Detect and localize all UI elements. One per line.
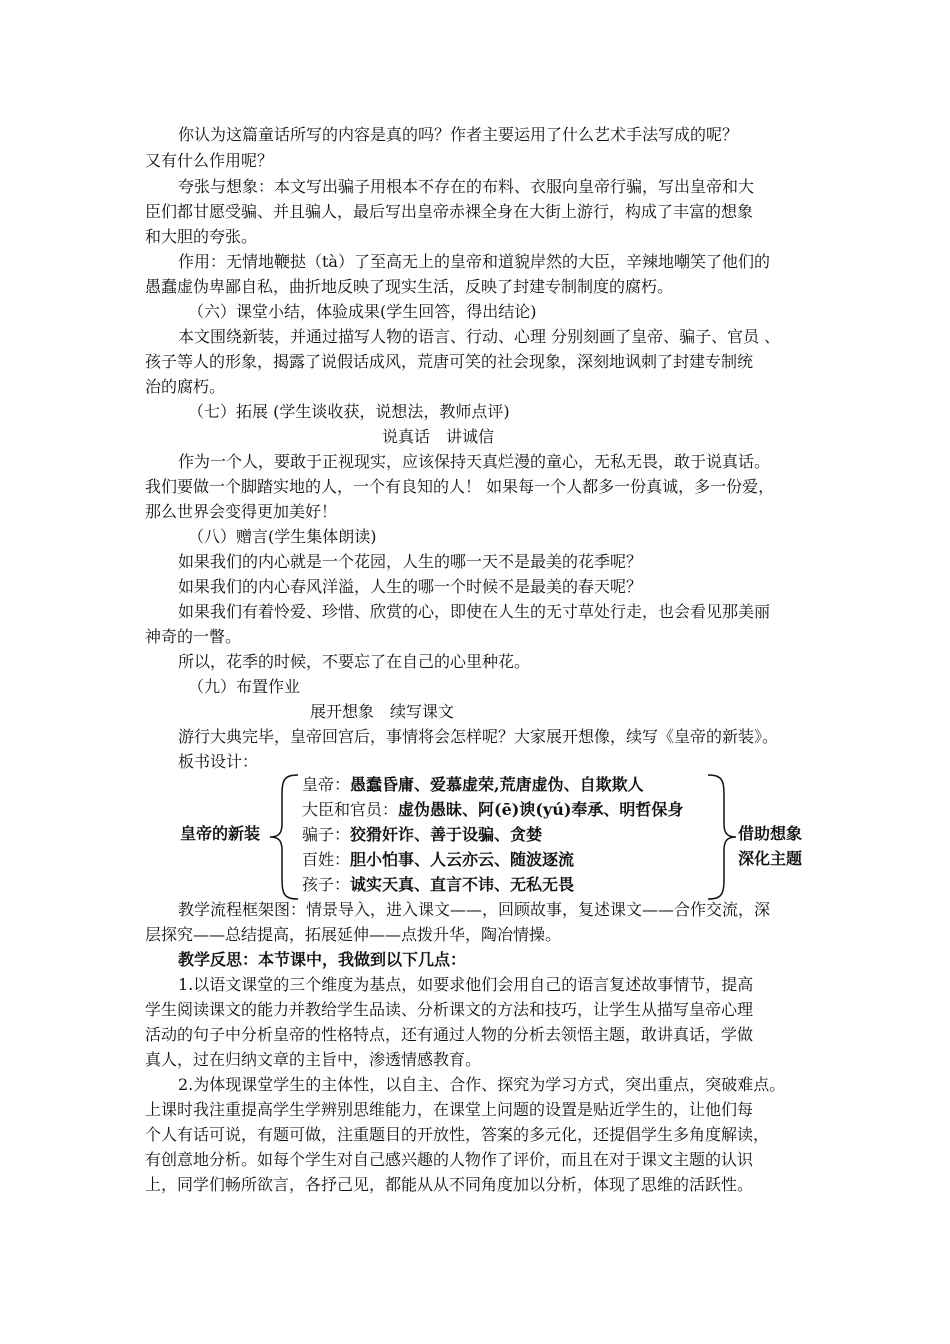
paragraph-line: 你认为这篇童话所写的内容是真的吗？作者主要运用了什么艺术手法写成的呢？ xyxy=(178,125,739,144)
paragraph-line: 个人有话可说，有题可做，注重题目的开放性，答案的多元化，还提倡学生多角度解读， xyxy=(145,1125,770,1144)
paragraph-line: 有创意地分析。如每个学生对自己感兴趣的人物作了评价，而且在对于课文主题的认识 xyxy=(145,1150,754,1169)
centered-heading: 展开想象 续写课文 xyxy=(310,702,455,721)
board-row-value: 愚蠢昏庸、爱慕虚荣,荒唐虚伪、自欺欺人 xyxy=(350,775,644,794)
paragraph-line: 那么世界会变得更加美好！ xyxy=(145,502,338,521)
board-row xyxy=(302,849,574,871)
paragraph-line: 愚蠢虚伪卑鄙自私，曲折地反映了现实生活，反映了封建专制制度的腐朽。 xyxy=(145,277,674,296)
paragraph-line: 学生阅读课文的能力并教给学生品读、分析课文的方法和技巧，让学生从描写皇帝心理 xyxy=(145,1000,754,1019)
paragraph-line: 1.以语文课堂的三个维度为基点，如要求他们会用自己的语言复述故事情节，提高 xyxy=(178,975,754,994)
board-title: 皇帝的新装 xyxy=(180,824,261,843)
paragraph-line: 孩子等人的形象，揭露了说假话成风，荒唐可笑的社会现象，深刻地讽刺了封建专制统 xyxy=(145,352,754,371)
paragraph-line: 教学流程框架图：情景导入，进入课文——，回顾故事，复述课文——合作交流，深 xyxy=(178,900,771,919)
section-heading: （八）赠言(学生集体朗读) xyxy=(188,527,377,546)
paragraph-line: 作为一个人，要敢于正视现实，应该保持天真烂漫的童心，无私无畏，敢于说真话。 xyxy=(178,452,771,471)
paragraph-line: 治的腐朽。 xyxy=(145,377,226,396)
paragraph-line: 如果我们的内心就是一个花园，人生的哪一天不是最美的花季呢？ xyxy=(178,552,643,571)
paragraph-line: 我们要做一个脚踏实地的人，一个有良知的人！ 如果每一个人都多一份真诚，多一份爱， xyxy=(145,477,775,496)
section-heading: （七）拓展 (学生谈收获，说想法，教师点评) xyxy=(188,402,510,421)
paragraph-line: 板书设计： xyxy=(178,752,259,771)
right-brace-icon xyxy=(704,772,738,902)
board-row xyxy=(302,774,644,796)
section-heading: （六）课堂小结，体验成果(学生回答，得出结论) xyxy=(188,302,537,321)
paragraph-line: 活动的句子中分析皇帝的性格特点，还有通过人物的分析去领悟主题，敢讲真话，学做 xyxy=(145,1025,754,1044)
board-row xyxy=(302,799,683,821)
board-row-label: 大臣和官员： xyxy=(302,800,399,819)
board-row-label: 百姓： xyxy=(302,850,351,869)
paragraph-line: 如果我们有着怜爱、珍惜、欣赏的心，即使在人生的无寸草处行走，也会看见那美丽 xyxy=(178,602,771,621)
paragraph-line: 所以，花季的时候，不要忘了在自己的心里种花。 xyxy=(178,652,531,671)
paragraph-line: 如果我们的内心春风洋溢，人生的哪一个时候不是最美的春天呢？ xyxy=(178,577,643,596)
paragraph-line: 层探究——总结提高，拓展延伸——点拨升华，陶冶情操。 xyxy=(145,925,562,944)
paragraph-line: 上课时我注重提高学生学辨别思维能力，在课堂上问题的设置是贴近学生的，让他们每 xyxy=(145,1100,754,1119)
board-row xyxy=(302,824,542,846)
paragraph-line: 和大胆的夸张。 xyxy=(145,227,258,246)
board-row-label: 皇帝： xyxy=(302,775,351,794)
paragraph-line: 本文围绕新装，并通过描写人物的语言、行动、心理 分别刻画了皇帝、骗子、官员 、 xyxy=(178,327,781,346)
paragraph-line: 游行大典完毕，皇帝回宫后，事情将会怎样呢？大家展开想像，续写《皇帝的新装》。 xyxy=(178,727,779,746)
paragraph-line: 真人，过在归纳文章的主旨中，渗透情感教育。 xyxy=(145,1050,482,1069)
board-row-value: 胆小怕事、人云亦云、随波逐流 xyxy=(350,850,575,869)
board-row-value: 诚实天真、直言不讳、无私无畏 xyxy=(350,875,575,894)
section-heading: （九）布置作业 xyxy=(188,677,301,696)
centered-heading: 说真话 讲诚信 xyxy=(382,427,495,446)
board-row-value: 狡猾奸诈、善于设骗、贪婪 xyxy=(350,825,543,844)
paragraph-line: 臣们都甘愿受骗、并且骗人，最后写出皇帝赤裸全身在大街上游行，构成了丰富的想象 xyxy=(145,202,754,221)
paragraph-line: 上，同学们畅所欲言，各抒己见，都能从从不同角度加以分析，体现了思维的活跃性。 xyxy=(145,1175,754,1194)
left-brace-icon xyxy=(268,772,302,902)
board-row xyxy=(302,874,574,896)
paragraph-line: 2.为体现课堂学生的主体性，以自主、合作、探究为学习方式，突出重点，突破难点。 xyxy=(178,1075,786,1094)
reflection-heading: 教学反思：本节课中，我做到以下几点： xyxy=(178,950,467,969)
paragraph-line: 夸张与想象：本文写出骗子用根本不存在的布料、衣服向皇帝行骗，写出皇帝和大 xyxy=(178,177,755,196)
paragraph-line: 作用：无情地鞭挞（tà）了至高无上的皇帝和道貌岸然的大臣，辛辣地嘲笑了他们的 xyxy=(178,252,770,271)
board-row-value: 虚伪愚昧、阿(ē)谀(yú)奉承、明哲保身 xyxy=(398,800,684,819)
board-row-label: 孩子： xyxy=(302,875,351,894)
paragraph-line: 神奇的一瞥。 xyxy=(145,627,242,646)
board-right-label: 深化主题 xyxy=(738,849,803,868)
board-right-label: 借助想象 xyxy=(738,824,803,843)
board-row-label: 骗子： xyxy=(302,825,351,844)
paragraph-line: 又有什么作用呢？ xyxy=(145,151,274,170)
